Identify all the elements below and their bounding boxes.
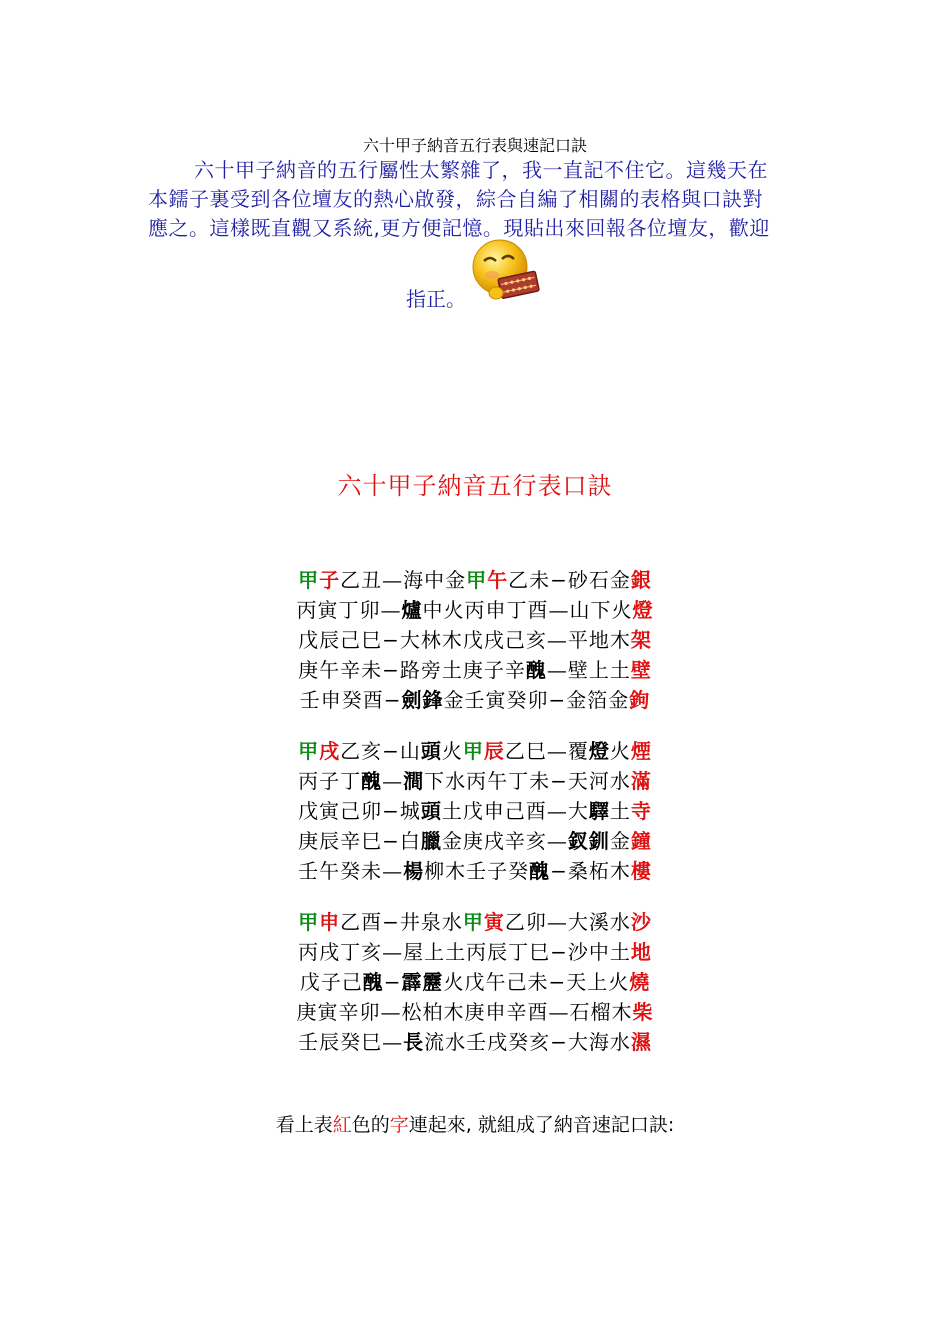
intro-paragraph (148, 156, 808, 243)
verse-segment: 臘 (420, 829, 442, 853)
verse-segment: 土 (609, 799, 631, 823)
verse-segment: 甲 (462, 910, 484, 934)
verse-segment: −桑柘木 (550, 859, 631, 883)
verse-segment: 金庚戌辛亥— (441, 829, 568, 853)
verse-line (0, 766, 950, 796)
verse-segment: 甲 (298, 910, 320, 934)
verse-line (0, 796, 950, 826)
mnemonic-character: 燈 (632, 598, 654, 622)
verse-segment: 子 (319, 568, 341, 592)
verse-segment: 寅 (483, 910, 505, 934)
verse-segment: 甲 (298, 568, 320, 592)
verse-segment: 戊寅己卯−城 (298, 799, 421, 823)
verse-segment: 火 (609, 739, 631, 763)
verse-segment: 火 (441, 739, 463, 763)
verse-line (0, 1027, 950, 1057)
verse-segment: 劍鋒 (401, 688, 444, 712)
mnemonic-character: 寺 (630, 799, 652, 823)
verse-line (0, 595, 950, 625)
verse-segment: 澗 (403, 769, 425, 793)
verse-segment: 柳木壬子癸 (424, 859, 530, 883)
verse-group (0, 736, 950, 886)
verse-line (0, 625, 950, 655)
mnemonic-character: 壁 (630, 658, 652, 682)
footer-part-2: 色的 (351, 1114, 390, 1136)
verse-segment: 頭 (420, 739, 442, 763)
intro-line-3: 應之。這樣既直觀又系統,更方便記憶。現貼出來回報各位壇友，歡迎 (148, 216, 770, 240)
verse-segment: 金 (609, 829, 631, 853)
verse-segment: 申 (319, 910, 341, 934)
verse-segment: 爐 (401, 598, 423, 622)
verse-segment: 壬午癸未— (298, 859, 404, 883)
verse-segment: − (383, 970, 402, 994)
mnemonic-character: 燒 (629, 970, 651, 994)
verse-segment: 燈 (588, 739, 610, 763)
footer-note (0, 1110, 950, 1137)
verse-segment: 壬申癸酉− (299, 688, 402, 712)
section-title: 六十甲子納音五行表口訣 (337, 472, 613, 500)
verse-line (0, 565, 950, 595)
verse-segment: 釵釧 (567, 829, 610, 853)
verse-segment: 長 (403, 1030, 425, 1054)
verse-segment: — (382, 769, 404, 793)
verse-line (0, 997, 950, 1027)
verse-segment: 醜 (361, 769, 383, 793)
intro-line-4: 指正。 (406, 287, 466, 311)
verse-segment: 中火丙申丁酉—山下火 (422, 598, 633, 622)
verse-segment: 醜 (529, 859, 551, 883)
verse-segment: 醜 (362, 970, 384, 994)
verse-segment: —壁上土 (546, 658, 631, 682)
intro-line-2: 本鑐子裏受到各位壇友的熱心啟發，綜合自編了相關的表格與口訣對 (148, 187, 763, 211)
mnemonic-character: 煙 (630, 739, 652, 763)
verse-segment: 午 (487, 568, 509, 592)
verse-segment: 驛 (588, 799, 610, 823)
mnemonic-character: 地 (630, 940, 652, 964)
verse-segment: 乙亥−山 (340, 739, 421, 763)
mnemonic-character: 銀 (630, 568, 652, 592)
verse-segment: 乙酉−井泉水 (340, 910, 463, 934)
verse-segment: 楊 (403, 859, 425, 883)
verse-line (0, 826, 950, 856)
verse-segment: 火戊午己未−天上火 (443, 970, 630, 994)
verse-line (0, 937, 950, 967)
verse-segment: 庚午辛未−路旁土庚子辛 (298, 658, 526, 682)
smiley-abacus-icon (470, 237, 542, 305)
mnemonic-character: 鉤 (629, 688, 651, 712)
footer-part-3: 連起來, 就組成了納音速記口訣: (408, 1114, 675, 1136)
footer-red-1: 紅 (332, 1114, 352, 1136)
verse-segment: 甲 (466, 568, 488, 592)
verse-segment: 戊子己 (299, 970, 363, 994)
verse-segment: 戌 (319, 739, 341, 763)
verse-segment: 霹靂 (401, 970, 444, 994)
verse-group (0, 907, 950, 1057)
verse-segment: 下水丙午丁未−天河水 (424, 769, 631, 793)
verse-segment: 乙巳—覆 (504, 739, 589, 763)
verse-segment: 丙子丁 (298, 769, 362, 793)
verse-segment: 甲 (462, 739, 484, 763)
verse-group (0, 565, 950, 715)
mnemonic-character: 沙 (630, 910, 652, 934)
mnemonic-character: 架 (630, 628, 652, 652)
verse-line (0, 856, 950, 886)
document-title: 六十甲子納音五行表與速記口訣 (362, 136, 587, 155)
mnemonic-character: 樓 (630, 859, 652, 883)
verse-segment: 乙丑—海中金 (340, 568, 467, 592)
verse-line (0, 685, 950, 715)
intro-line-1: 六十甲子納音的五行屬性太繁雜了，我一直記不住它。這幾天在 (194, 158, 768, 182)
verse-segment: 庚辰辛巳−白 (298, 829, 421, 853)
verse-segment: 土戊申己酉—大 (441, 799, 589, 823)
mnemonic-character: 滿 (630, 769, 652, 793)
mnemonic-character: 鐘 (630, 829, 652, 853)
footer-red-2: 字 (389, 1114, 409, 1136)
verse-line (0, 907, 950, 937)
verse-segment: 頭 (420, 799, 442, 823)
verse-segment: 辰 (483, 739, 505, 763)
verse-segment: 醜 (525, 658, 547, 682)
verse-segment: 甲 (298, 739, 320, 763)
footer-part-1: 看上表 (275, 1114, 333, 1136)
verse-segment: 丙戌丁亥—屋上土丙辰丁巳−沙中土 (298, 940, 631, 964)
mnemonic-character: 濕 (630, 1030, 652, 1054)
verse-segment: 庚寅辛卯—松柏木庚申辛酉—石榴木 (296, 1000, 633, 1024)
verse-segment: 乙卯—大溪水 (504, 910, 631, 934)
verse-segment: 壬辰癸巳— (298, 1030, 404, 1054)
verse-line (0, 967, 950, 997)
verse-line (0, 736, 950, 766)
verse-line (0, 655, 950, 685)
verse-segment: 丙寅丁卯— (296, 598, 402, 622)
verse-segment: 戊辰己巳−大林木戊戌己亥—平地木 (298, 628, 631, 652)
verse-segment: 金壬寅癸卯−金箔金 (443, 688, 630, 712)
mnemonic-character: 柴 (632, 1000, 654, 1024)
verse-segment: 乙未−砂石金 (508, 568, 631, 592)
verse-segment: 流水壬戌癸亥−大海水 (424, 1030, 631, 1054)
